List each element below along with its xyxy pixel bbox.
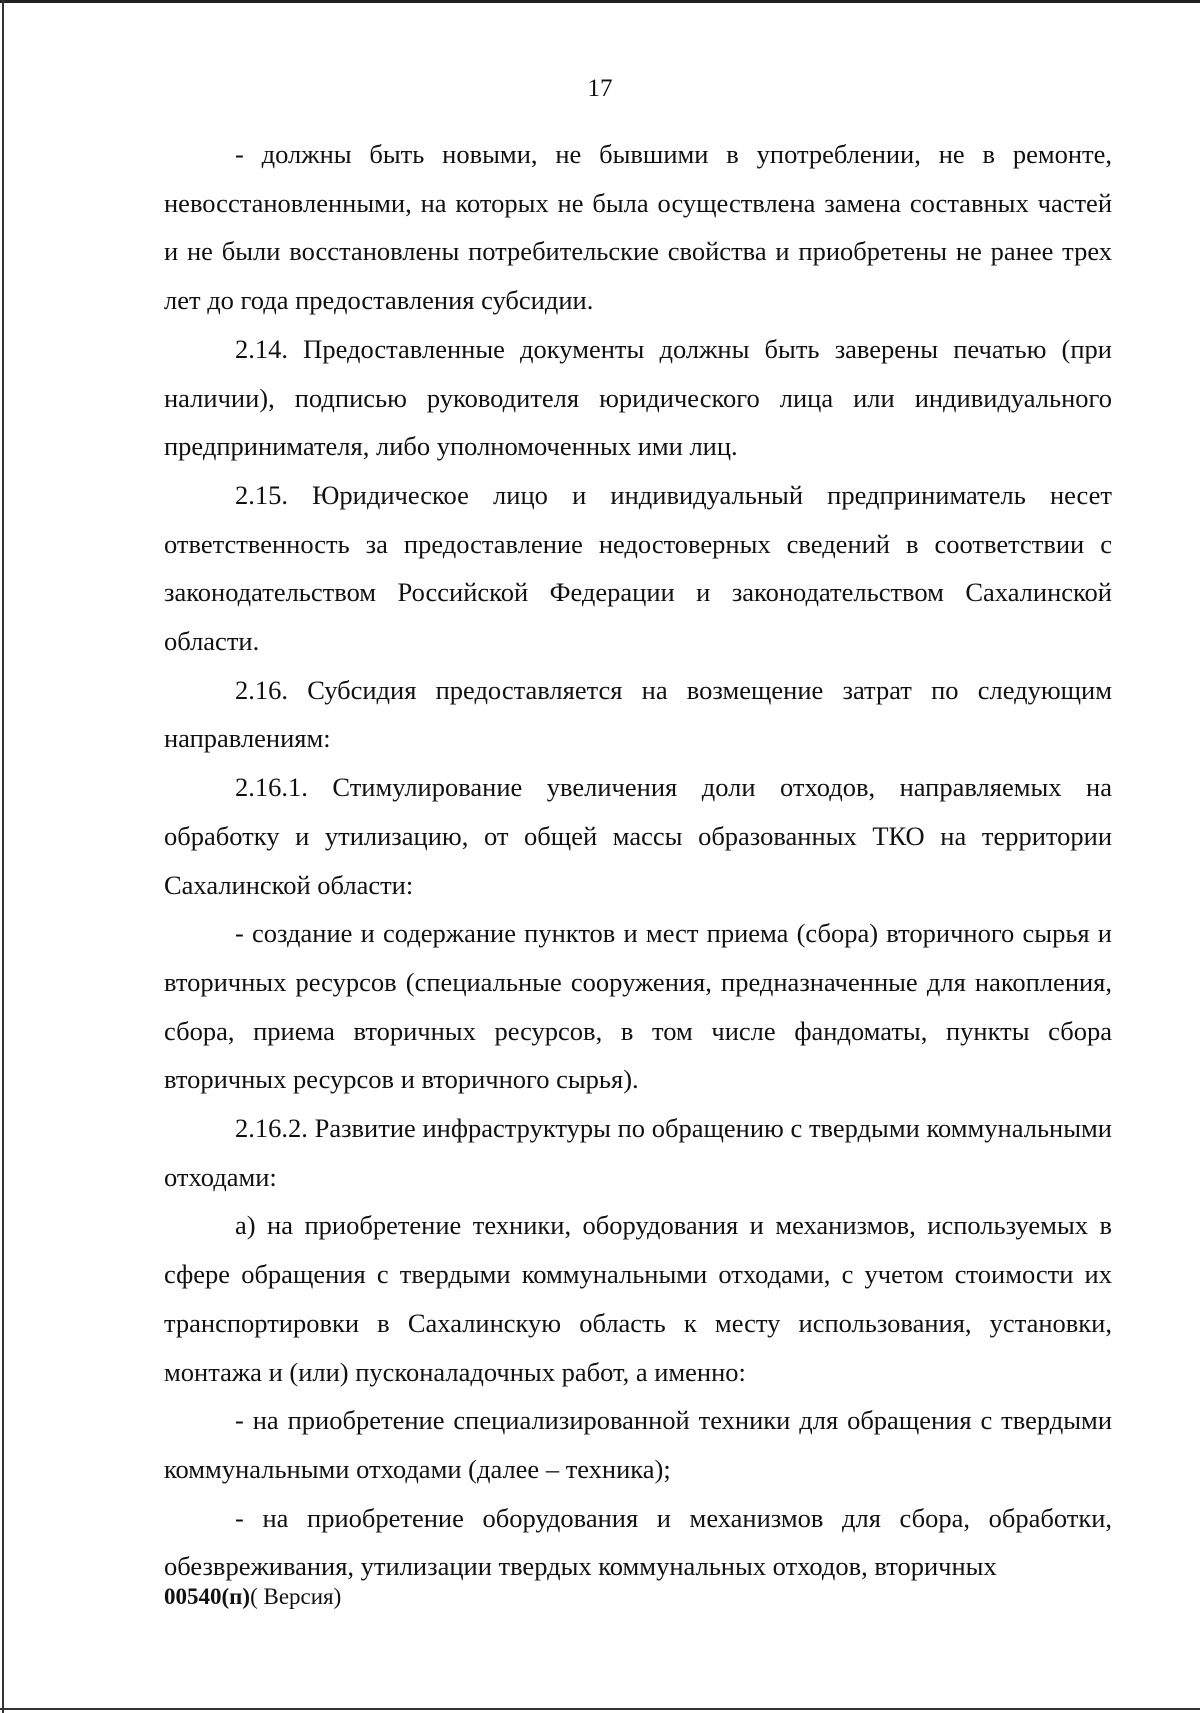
document-body (164, 130, 1112, 1591)
page-number: 17 (587, 75, 613, 102)
bottom-border-line (0, 1708, 1200, 1710)
paragraph-collection-points: - создание и содержание пунктов и мест приема (сбора) вторичного сырья и вторичных ресурсов (специальные сооружения, предназначенные для накопления, сбора, приема вторичных ресурсов, в том числе фандоматы, пункты сбора вторичных ресурсов и вторичного сырья). (164, 918, 1112, 1095)
left-border-line (2, 0, 4, 1713)
paragraph-item-a: а) на приобретение техники, оборудования и механизмов, используемых в сфере обращения с твердыми коммунальными отходами, с учетом стоимости их транспортировки в Сахалинскую область к месту использования, установки, монтажа и (или) пусконаладочных работ, а именно: (164, 1210, 1112, 1387)
paragraph-2-15: 2.15. Юридическое лицо и индивидуальный предприниматель несет ответственность за предоставление недостоверных сведений в соответствии с законодательством Российской Федерации и законодательством Сахалинской области. (164, 479, 1112, 657)
document-code: 00540(п) (164, 1584, 251, 1609)
document-footer (164, 1582, 341, 1612)
paragraph-2-16-1: 2.16.1. Стимулирование увеличения доли отходов, направляемых на обработку и утилизацию, от общей массы образованных ТКО на территории Сахалинской области: (164, 772, 1112, 900)
paragraph-2-14: 2.14. Предоставленные документы должны быть заверены печатью (при наличии), подписью руководителя юридического лица или индивидуального предпринимателя, либо уполномоченных ими лиц. (164, 333, 1112, 462)
paragraph-special-equipment: - на приобретение специализированной техники для обращения с твердыми коммунальными отходами (далее – техника); (164, 1405, 1112, 1484)
top-border-line (0, 0, 1200, 3)
paragraph-2-16-2: 2.16.2. Развитие инфраструктуры по обращению с твердыми коммунальными отходами: (164, 1113, 1112, 1192)
paragraph-equipment-mechanisms: - на приобретение оборудования и механизмов для сбора, обработки, обезвреживания, утилизации твердых коммунальных отходов, вторичных (164, 1502, 1112, 1582)
paragraph-2-16: 2.16. Субсидия предоставляется на возмещение затрат по следующим направлениям: (164, 674, 1112, 754)
paragraph-requirements-new: - должны быть новыми, не бывшими в употреблении, не в ремонте, невосстановленными, на которых не была осуществлена замена составных частей и не были восстановлены потребительские свойства и приобретены не ранее трех лет до года предоставления субсидии. (164, 139, 1112, 316)
document-version: ( Версия) (250, 1584, 342, 1609)
